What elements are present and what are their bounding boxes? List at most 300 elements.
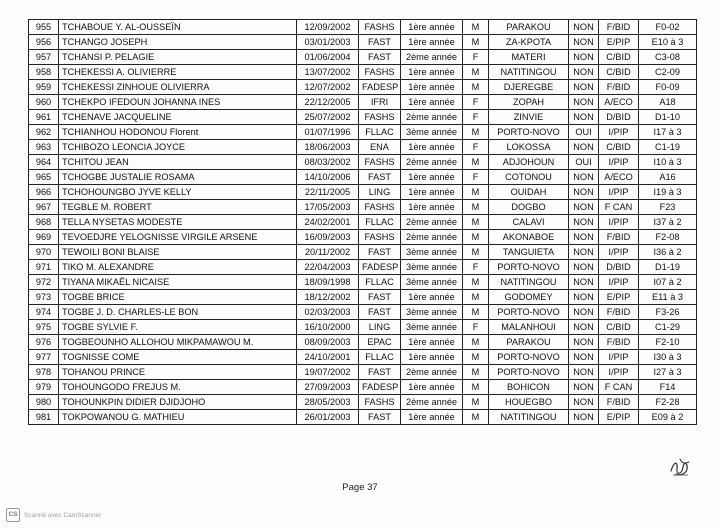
faculty-cell: FASHS <box>359 155 401 170</box>
flag-cell: NON <box>569 230 599 245</box>
flag-cell: NON <box>569 335 599 350</box>
row-number-cell: 976 <box>29 335 59 350</box>
page-number: Page 37 <box>342 482 378 493</box>
study-year-cell: 1ère année <box>401 380 463 395</box>
flag-cell: NON <box>569 200 599 215</box>
table-row <box>29 320 697 335</box>
student-name-cell: TIYANA MIKAËL NICAISE <box>59 275 297 290</box>
table-row <box>29 95 697 110</box>
flag-cell: NON <box>569 350 599 365</box>
student-name-cell: TCHANSI P. PELAGIE <box>59 50 297 65</box>
student-name-cell: TCHEKPO IFEDOUN JOHANNA INES <box>59 95 297 110</box>
faculty-cell: LING <box>359 320 401 335</box>
flag-cell: NON <box>569 140 599 155</box>
birth-date-cell: 22/04/2003 <box>297 260 359 275</box>
faculty-cell: FASHS <box>359 395 401 410</box>
table-row <box>29 380 697 395</box>
flag-cell: NON <box>569 305 599 320</box>
origin-city-cell: MALANHOUI <box>489 320 569 335</box>
table-row <box>29 185 697 200</box>
table-row <box>29 20 697 35</box>
origin-city-cell: MATERI <box>489 50 569 65</box>
room-code-cell: I17 à 3 <box>639 125 697 140</box>
birth-date-cell: 22/11/2005 <box>297 185 359 200</box>
faculty-cell: FASHS <box>359 20 401 35</box>
student-name-cell: TIKO M. ALEXANDRE <box>59 260 297 275</box>
table-row <box>29 335 697 350</box>
birth-date-cell: 25/07/2002 <box>297 110 359 125</box>
row-number-cell: 963 <box>29 140 59 155</box>
faculty-cell: FLLAC <box>359 125 401 140</box>
origin-city-cell: PARAKOU <box>489 20 569 35</box>
study-year-cell: 2ème année <box>401 395 463 410</box>
study-year-cell: 2ème année <box>401 215 463 230</box>
row-number-cell: 966 <box>29 185 59 200</box>
flag-cell: NON <box>569 395 599 410</box>
flag-cell: NON <box>569 20 599 35</box>
row-number-cell: 968 <box>29 215 59 230</box>
birth-date-cell: 01/07/1996 <box>297 125 359 140</box>
sex-cell: M <box>463 245 489 260</box>
table-row <box>29 410 697 425</box>
sex-cell: M <box>463 380 489 395</box>
category-cell: I/PIP <box>599 125 639 140</box>
flag-cell: NON <box>569 110 599 125</box>
sex-cell: M <box>463 125 489 140</box>
row-number-cell: 970 <box>29 245 59 260</box>
category-cell: F/BID <box>599 20 639 35</box>
category-cell: I/PIP <box>599 245 639 260</box>
study-year-cell: 3ème année <box>401 125 463 140</box>
flag-cell: NON <box>569 365 599 380</box>
sex-cell: M <box>463 35 489 50</box>
origin-city-cell: NATITINGOU <box>489 275 569 290</box>
student-name-cell: TOGBEOUNHO ALLOHOU MIKPAMAWOU M. <box>59 335 297 350</box>
origin-city-cell: HOUEGBO <box>489 395 569 410</box>
sex-cell: M <box>463 185 489 200</box>
sex-cell: M <box>463 155 489 170</box>
flag-cell: NON <box>569 35 599 50</box>
study-year-cell: 3ème année <box>401 305 463 320</box>
category-cell: F/BID <box>599 230 639 245</box>
faculty-cell: FAST <box>359 245 401 260</box>
flag-cell: NON <box>569 410 599 425</box>
student-name-cell: TCHOHOUNGBO JYVE KELLY <box>59 185 297 200</box>
row-number-cell: 975 <box>29 320 59 335</box>
row-number-cell: 974 <box>29 305 59 320</box>
flag-cell: NON <box>569 275 599 290</box>
category-cell: E/PIP <box>599 35 639 50</box>
row-number-cell: 965 <box>29 170 59 185</box>
row-number-cell: 956 <box>29 35 59 50</box>
origin-city-cell: BOHICON <box>489 380 569 395</box>
table-row <box>29 50 697 65</box>
row-number-cell: 979 <box>29 380 59 395</box>
faculty-cell: FAST <box>359 35 401 50</box>
table-row <box>29 35 697 50</box>
faculty-cell: FLLAC <box>359 215 401 230</box>
origin-city-cell: ZINVIE <box>489 110 569 125</box>
flag-cell: NON <box>569 260 599 275</box>
sex-cell: M <box>463 275 489 290</box>
origin-city-cell: ZA-KPOTA <box>489 35 569 50</box>
row-number-cell: 958 <box>29 65 59 80</box>
category-cell: E/PIP <box>599 410 639 425</box>
study-year-cell: 1ère année <box>401 335 463 350</box>
camscanner-logo-icon: CS <box>6 508 20 522</box>
student-name-cell: TOKPOWANOU G. MATHIEU <box>59 410 297 425</box>
faculty-cell: FADESP <box>359 260 401 275</box>
origin-city-cell: PORTO-NOVO <box>489 365 569 380</box>
origin-city-cell: PORTO-NOVO <box>489 350 569 365</box>
faculty-cell: EPAC <box>359 335 401 350</box>
student-name-cell: TEVOEDJRE YELOGNISSE VIRGILE ARSENE <box>59 230 297 245</box>
row-number-cell: 962 <box>29 125 59 140</box>
origin-city-cell: CALAVI <box>489 215 569 230</box>
student-name-cell: TEWOILI BONI BLAISE <box>59 245 297 260</box>
category-cell: C/BID <box>599 140 639 155</box>
row-number-cell: 969 <box>29 230 59 245</box>
category-cell: F/BID <box>599 335 639 350</box>
sex-cell: M <box>463 365 489 380</box>
birth-date-cell: 14/10/2006 <box>297 170 359 185</box>
study-year-cell: 1ère année <box>401 95 463 110</box>
origin-city-cell: TANGUIETA <box>489 245 569 260</box>
birth-date-cell: 08/03/2002 <box>297 155 359 170</box>
origin-city-cell: NATITINGOU <box>489 410 569 425</box>
sex-cell: M <box>463 350 489 365</box>
birth-date-cell: 28/05/2003 <box>297 395 359 410</box>
student-name-cell: TOHOUNGODO FREJUS M. <box>59 380 297 395</box>
category-cell: E/PIP <box>599 290 639 305</box>
study-year-cell: 1ère année <box>401 65 463 80</box>
birth-date-cell: 03/01/2003 <box>297 35 359 50</box>
room-code-cell: D1-10 <box>639 110 697 125</box>
origin-city-cell: DJEREGBE <box>489 80 569 95</box>
flag-cell: NON <box>569 380 599 395</box>
sex-cell: M <box>463 230 489 245</box>
faculty-cell: FADESP <box>359 80 401 95</box>
birth-date-cell: 18/09/1998 <box>297 275 359 290</box>
birth-date-cell: 12/07/2002 <box>297 80 359 95</box>
study-year-cell: 2ème année <box>401 365 463 380</box>
room-code-cell: C1-19 <box>639 140 697 155</box>
study-year-cell: 1ère année <box>401 140 463 155</box>
room-code-cell: C1-29 <box>639 320 697 335</box>
flag-cell: NON <box>569 320 599 335</box>
sex-cell: M <box>463 335 489 350</box>
birth-date-cell: 18/06/2003 <box>297 140 359 155</box>
row-number-cell: 977 <box>29 350 59 365</box>
sex-cell: F <box>463 95 489 110</box>
room-code-cell: E10 à 3 <box>639 35 697 50</box>
origin-city-cell: OUIDAH <box>489 185 569 200</box>
category-cell: F CAN <box>599 200 639 215</box>
origin-city-cell: NATITINGOU <box>489 65 569 80</box>
sex-cell: M <box>463 305 489 320</box>
room-code-cell: F2-10 <box>639 335 697 350</box>
row-number-cell: 981 <box>29 410 59 425</box>
room-code-cell: I27 à 3 <box>639 365 697 380</box>
birth-date-cell: 19/07/2002 <box>297 365 359 380</box>
study-year-cell: 1ère année <box>401 350 463 365</box>
birth-date-cell: 24/02/2001 <box>297 215 359 230</box>
origin-city-cell: PORTO-NOVO <box>489 305 569 320</box>
study-year-cell: 3ème année <box>401 275 463 290</box>
category-cell: A/ECO <box>599 170 639 185</box>
room-code-cell: I36 à 2 <box>639 245 697 260</box>
birth-date-cell: 27/09/2003 <box>297 380 359 395</box>
table-row <box>29 365 697 380</box>
sex-cell: M <box>463 290 489 305</box>
student-roster-table <box>28 19 697 425</box>
sex-cell: F <box>463 50 489 65</box>
study-year-cell: 2ème année <box>401 230 463 245</box>
origin-city-cell: PORTO-NOVO <box>489 260 569 275</box>
room-code-cell: A18 <box>639 95 697 110</box>
birth-date-cell: 16/09/2003 <box>297 230 359 245</box>
row-number-cell: 971 <box>29 260 59 275</box>
faculty-cell: FADESP <box>359 380 401 395</box>
table-row <box>29 140 697 155</box>
category-cell: I/PIP <box>599 215 639 230</box>
table-row <box>29 305 697 320</box>
flag-cell: NON <box>569 215 599 230</box>
table-row <box>29 230 697 245</box>
flag-cell: OUI <box>569 155 599 170</box>
sex-cell: M <box>463 395 489 410</box>
student-name-cell: TCHIANHOU HODONOU Florent <box>59 125 297 140</box>
room-code-cell: F2-08 <box>639 230 697 245</box>
faculty-cell: FLLAC <box>359 350 401 365</box>
room-code-cell: E11 à 3 <box>639 290 697 305</box>
table-row <box>29 65 697 80</box>
room-code-cell: I07 à 2 <box>639 275 697 290</box>
faculty-cell: FAST <box>359 305 401 320</box>
faculty-cell: FAST <box>359 290 401 305</box>
sex-cell: F <box>463 140 489 155</box>
row-number-cell: 967 <box>29 200 59 215</box>
study-year-cell: 3ème année <box>401 245 463 260</box>
study-year-cell: 3ème année <box>401 320 463 335</box>
origin-city-cell: ADJOHOUN <box>489 155 569 170</box>
flag-cell: NON <box>569 50 599 65</box>
sex-cell: M <box>463 20 489 35</box>
faculty-cell: LING <box>359 185 401 200</box>
category-cell: C/BID <box>599 50 639 65</box>
category-cell: I/PIP <box>599 155 639 170</box>
category-cell: I/PIP <box>599 350 639 365</box>
flag-cell: NON <box>569 185 599 200</box>
study-year-cell: 1ère année <box>401 170 463 185</box>
student-name-cell: TCHABOUE Y. AL-OUSSEÏN <box>59 20 297 35</box>
roster-body <box>29 20 697 425</box>
table-row <box>29 155 697 170</box>
category-cell: I/PIP <box>599 365 639 380</box>
row-number-cell: 973 <box>29 290 59 305</box>
sex-cell: M <box>463 80 489 95</box>
birth-date-cell: 20/11/2002 <box>297 245 359 260</box>
birth-date-cell: 18/12/2002 <box>297 290 359 305</box>
faculty-cell: FAST <box>359 170 401 185</box>
study-year-cell: 1ère année <box>401 185 463 200</box>
room-code-cell: D1-19 <box>639 260 697 275</box>
birth-date-cell: 16/10/2000 <box>297 320 359 335</box>
room-code-cell: F23 <box>639 200 697 215</box>
birth-date-cell: 17/05/2003 <box>297 200 359 215</box>
origin-city-cell: AKONABOE <box>489 230 569 245</box>
room-code-cell: A16 <box>639 170 697 185</box>
room-code-cell: I10 à 3 <box>639 155 697 170</box>
birth-date-cell: 12/09/2002 <box>297 20 359 35</box>
faculty-cell: ENA <box>359 140 401 155</box>
table-row <box>29 170 697 185</box>
category-cell: I/PIP <box>599 185 639 200</box>
category-cell: F/BID <box>599 305 639 320</box>
table-row <box>29 200 697 215</box>
category-cell: F/BID <box>599 80 639 95</box>
table-row <box>29 350 697 365</box>
student-name-cell: TOHOUNKPIN DIDIER DJIDJOHO <box>59 395 297 410</box>
room-code-cell: F2-28 <box>639 395 697 410</box>
category-cell: C/BID <box>599 65 639 80</box>
study-year-cell: 2ème année <box>401 50 463 65</box>
table-row <box>29 215 697 230</box>
category-cell: C/BID <box>599 320 639 335</box>
study-year-cell: 2ème année <box>401 110 463 125</box>
sex-cell: M <box>463 215 489 230</box>
birth-date-cell: 13/07/2002 <box>297 65 359 80</box>
sex-cell: F <box>463 320 489 335</box>
flag-cell: NON <box>569 65 599 80</box>
student-name-cell: TCHIBOZO LEONCIA JOYCE <box>59 140 297 155</box>
student-name-cell: TCHANGO JOSEPH <box>59 35 297 50</box>
room-code-cell: I37 à 2 <box>639 215 697 230</box>
student-name-cell: TCHEKESSI ZINHOUE OLIVIERRA <box>59 80 297 95</box>
table-row <box>29 275 697 290</box>
student-name-cell: TOGNISSE COME <box>59 350 297 365</box>
student-name-cell: TCHEKESSI A. OLIVIERRE <box>59 65 297 80</box>
student-name-cell: TCHOGBE JUSTALIE ROSAMA <box>59 170 297 185</box>
room-code-cell: F3-26 <box>639 305 697 320</box>
student-name-cell: TEGBLE M. ROBERT <box>59 200 297 215</box>
birth-date-cell: 02/03/2003 <box>297 305 359 320</box>
room-code-cell: F14 <box>639 380 697 395</box>
category-cell: F/BID <box>599 395 639 410</box>
flag-cell: NON <box>569 245 599 260</box>
camscanner-caption: Scanné avec CamScanner <box>24 511 102 519</box>
origin-city-cell: COTONOU <box>489 170 569 185</box>
flag-cell: NON <box>569 170 599 185</box>
study-year-cell: 1ère année <box>401 35 463 50</box>
table-row <box>29 290 697 305</box>
category-cell: F CAN <box>599 380 639 395</box>
table-row <box>29 125 697 140</box>
flag-cell: NON <box>569 95 599 110</box>
signature-icon <box>668 455 692 479</box>
sex-cell: M <box>463 200 489 215</box>
table-row <box>29 80 697 95</box>
origin-city-cell: ZOPAH <box>489 95 569 110</box>
study-year-cell: 1ère année <box>401 80 463 95</box>
table-row <box>29 245 697 260</box>
room-code-cell: C3-08 <box>639 50 697 65</box>
study-year-cell: 1ère année <box>401 20 463 35</box>
row-number-cell: 960 <box>29 95 59 110</box>
category-cell: A/ECO <box>599 95 639 110</box>
room-code-cell: F0-02 <box>639 20 697 35</box>
student-name-cell: TOHANOU PRINCE <box>59 365 297 380</box>
student-name-cell: TOGBE BRICE <box>59 290 297 305</box>
faculty-cell: FAST <box>359 365 401 380</box>
flag-cell: NON <box>569 80 599 95</box>
flag-cell: OUI <box>569 125 599 140</box>
origin-city-cell: DOGBO <box>489 200 569 215</box>
camscanner-watermark <box>6 508 101 522</box>
table-row <box>29 395 697 410</box>
faculty-cell: FAST <box>359 410 401 425</box>
study-year-cell: 3ème année <box>401 260 463 275</box>
row-number-cell: 959 <box>29 80 59 95</box>
faculty-cell: FASHS <box>359 230 401 245</box>
faculty-cell: FASHS <box>359 65 401 80</box>
row-number-cell: 957 <box>29 50 59 65</box>
room-code-cell: I30 à 3 <box>639 350 697 365</box>
category-cell: D/BID <box>599 110 639 125</box>
row-number-cell: 964 <box>29 155 59 170</box>
sex-cell: M <box>463 65 489 80</box>
room-code-cell: E09 à 2 <box>639 410 697 425</box>
origin-city-cell: PORTO-NOVO <box>489 125 569 140</box>
sex-cell: M <box>463 410 489 425</box>
faculty-cell: IFRI <box>359 95 401 110</box>
origin-city-cell: LOKOSSA <box>489 140 569 155</box>
faculty-cell: FASHS <box>359 200 401 215</box>
faculty-cell: FASHS <box>359 110 401 125</box>
origin-city-cell: PARAKOU <box>489 335 569 350</box>
faculty-cell: FLLAC <box>359 275 401 290</box>
sex-cell: F <box>463 260 489 275</box>
study-year-cell: 1ère année <box>401 410 463 425</box>
birth-date-cell: 22/12/2005 <box>297 95 359 110</box>
student-name-cell: TOGBE SYLVIE F. <box>59 320 297 335</box>
flag-cell: NON <box>569 290 599 305</box>
sex-cell: F <box>463 170 489 185</box>
origin-city-cell: GODOMEY <box>489 290 569 305</box>
study-year-cell: 1ère année <box>401 200 463 215</box>
category-cell: I/PIP <box>599 275 639 290</box>
row-number-cell: 978 <box>29 365 59 380</box>
student-name-cell: TELLA NYSETAS MODESTE <box>59 215 297 230</box>
category-cell: D/BID <box>599 260 639 275</box>
study-year-cell: 2ème année <box>401 155 463 170</box>
student-name-cell: TOGBE J. D. CHARLES-LE BON <box>59 305 297 320</box>
row-number-cell: 955 <box>29 20 59 35</box>
study-year-cell: 1ère année <box>401 290 463 305</box>
faculty-cell: FAST <box>359 50 401 65</box>
table-row <box>29 260 697 275</box>
birth-date-cell: 08/09/2003 <box>297 335 359 350</box>
birth-date-cell: 26/01/2003 <box>297 410 359 425</box>
student-name-cell: TCHENAVE JACQUELINE <box>59 110 297 125</box>
birth-date-cell: 01/06/2004 <box>297 50 359 65</box>
row-number-cell: 980 <box>29 395 59 410</box>
student-name-cell: TCHITOU JEAN <box>59 155 297 170</box>
birth-date-cell: 24/10/2001 <box>297 350 359 365</box>
table-row <box>29 110 697 125</box>
row-number-cell: 972 <box>29 275 59 290</box>
room-code-cell: C2-09 <box>639 65 697 80</box>
